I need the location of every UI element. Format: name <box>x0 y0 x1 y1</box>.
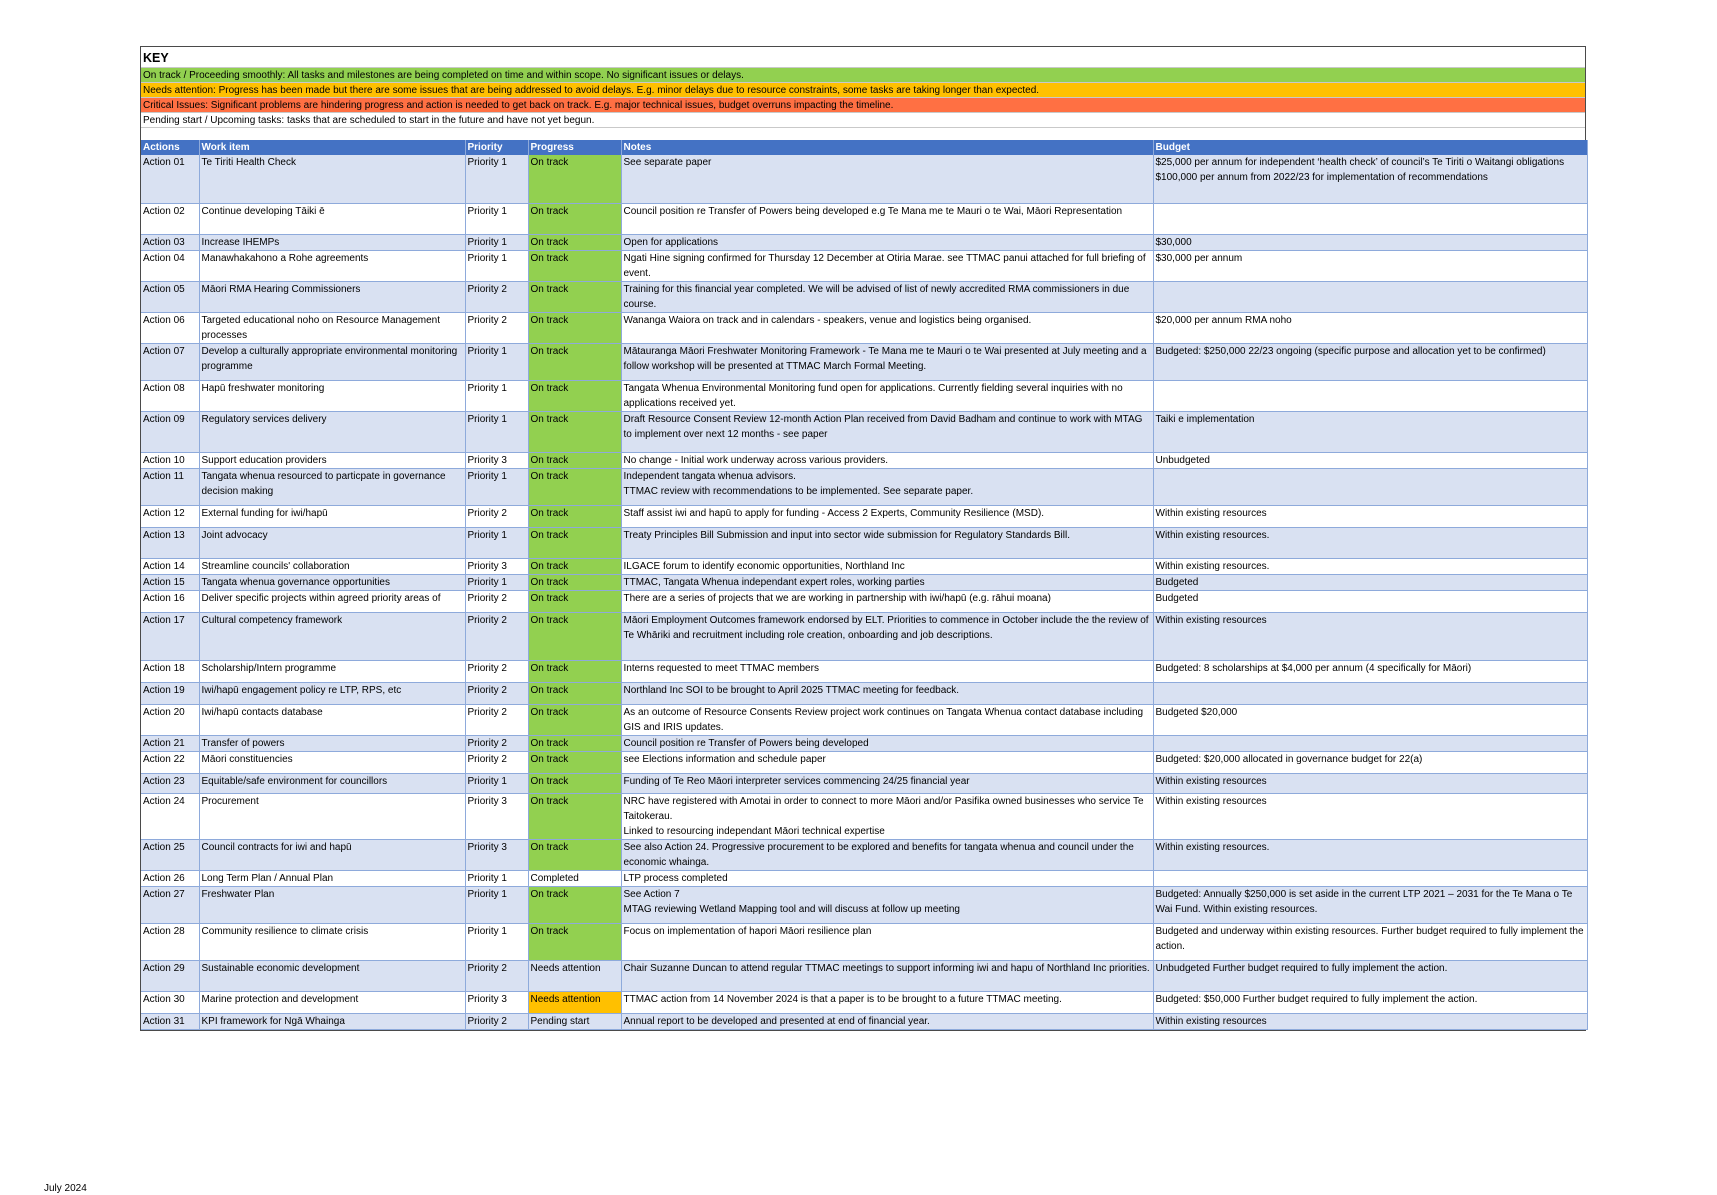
cell-work-item: Transfer of powers <box>199 735 465 751</box>
cell-notes: As an outcome of Resource Consents Review project work continues on Tangata Whenua contact database including GIS and IRIS updates. <box>621 704 1153 735</box>
cell-work-item: Tangata whenua governance opportunities <box>199 574 465 590</box>
cell-priority: Priority 1 <box>465 527 528 558</box>
cell-work-item: Continue developing Tāiki ē <box>199 203 465 234</box>
cell-notes: TTMAC action from 14 November 2024 is that a paper is to be brought to a future TTMAC meeting. <box>621 991 1153 1013</box>
cell-notes: Chair Suzanne Duncan to attend regular TTMAC meetings to support informing iwi and hapu of Northland Inc priorities. <box>621 960 1153 991</box>
key-spacer <box>141 127 1585 140</box>
cell-action: Action 09 <box>141 411 199 452</box>
cell-budget <box>1153 380 1587 411</box>
cell-budget: Budgeted $20,000 <box>1153 704 1587 735</box>
cell-action: Action 02 <box>141 203 199 234</box>
cell-notes: Open for applications <box>621 234 1153 250</box>
cell-action: Action 21 <box>141 735 199 751</box>
cell-progress: On track <box>528 452 621 468</box>
table-row <box>141 751 1587 773</box>
cell-work-item: Iwi/hapū engagement policy re LTP, RPS, etc <box>199 682 465 704</box>
cell-priority: Priority 1 <box>465 380 528 411</box>
cell-notes: See also Action 24. Progressive procurement to be explored and benefits for tangata whenua and council under the economic whainga. <box>621 839 1153 870</box>
cell-action: Action 19 <box>141 682 199 704</box>
cell-work-item: Support education providers <box>199 452 465 468</box>
table-row <box>141 793 1587 839</box>
cell-progress: Pending start <box>528 1013 621 1029</box>
cell-priority: Priority 1 <box>465 468 528 505</box>
cell-work-item: Iwi/hapū contacts database <box>199 704 465 735</box>
cell-notes: Independent tangata whenua advisors. TTMAC review with recommendations to be implemented. See separate paper. <box>621 468 1153 505</box>
cell-progress: Completed <box>528 870 621 886</box>
cell-progress: On track <box>528 704 621 735</box>
table-row <box>141 452 1587 468</box>
cell-budget: Within existing resources. <box>1153 527 1587 558</box>
cell-progress: Needs attention <box>528 960 621 991</box>
cell-work-item: Scholarship/Intern programme <box>199 660 465 682</box>
cell-budget: $20,000 per annum RMA noho <box>1153 312 1587 343</box>
cell-priority: Priority 1 <box>465 155 528 203</box>
cell-priority: Priority 2 <box>465 590 528 612</box>
table-row <box>141 773 1587 793</box>
cell-priority: Priority 2 <box>465 312 528 343</box>
table-row <box>141 203 1587 234</box>
cell-progress: On track <box>528 312 621 343</box>
table-row <box>141 234 1587 250</box>
cell-progress: On track <box>528 612 621 660</box>
cell-priority: Priority 2 <box>465 751 528 773</box>
table-header-row <box>141 140 1587 155</box>
cell-action: Action 20 <box>141 704 199 735</box>
cell-progress: On track <box>528 505 621 527</box>
cell-work-item: Procurement <box>199 793 465 839</box>
cell-budget: Within existing resources <box>1153 505 1587 527</box>
cell-notes: LTP process completed <box>621 870 1153 886</box>
cell-priority: Priority 1 <box>465 203 528 234</box>
cell-budget: Within existing resources <box>1153 1013 1587 1029</box>
cell-work-item: Council contracts for iwi and hapū <box>199 839 465 870</box>
cell-notes: Training for this financial year completed. We will be advised of list of newly accredited RMA commissioners in due course. <box>621 281 1153 312</box>
cell-budget: Budgeted: $250,000 22/23 ongoing (specific purpose and allocation yet to be confirmed) <box>1153 343 1587 380</box>
cell-work-item: Increase IHEMPs <box>199 234 465 250</box>
cell-budget: Within existing resources. <box>1153 839 1587 870</box>
cell-notes: Ngati Hine signing confirmed for Thursday 12 December at Otiria Marae. see TTMAC panui attached for full briefing of event. <box>621 250 1153 281</box>
table-row <box>141 704 1587 735</box>
header-budget: Budget <box>1153 140 1587 155</box>
cell-work-item: Māori constituencies <box>199 751 465 773</box>
cell-notes: Focus on implementation of hapori Māori resilience plan <box>621 923 1153 960</box>
cell-action: Action 11 <box>141 468 199 505</box>
cell-work-item: External funding for iwi/hapū <box>199 505 465 527</box>
cell-progress: On track <box>528 660 621 682</box>
cell-progress: On track <box>528 773 621 793</box>
cell-work-item: Sustainable economic development <box>199 960 465 991</box>
cell-priority: Priority 1 <box>465 886 528 923</box>
cell-progress: On track <box>528 751 621 773</box>
cell-action: Action 25 <box>141 839 199 870</box>
table-row <box>141 870 1587 886</box>
table-row <box>141 527 1587 558</box>
cell-action: Action 10 <box>141 452 199 468</box>
key-pending: Pending start / Upcoming tasks: tasks that are scheduled to start in the future and have not yet begun. <box>141 112 1585 127</box>
cell-action: Action 13 <box>141 527 199 558</box>
cell-notes: There are a series of projects that we are working in partnership with iwi/hapū (e.g. rāhui moana) <box>621 590 1153 612</box>
table-row <box>141 281 1587 312</box>
cell-notes: Draft Resource Consent Review 12-month Action Plan received from David Badham and continue to work with MTAG to implement over next 12 months - see paper <box>621 411 1153 452</box>
cell-budget: $25,000 per annum for independent ‘health check’ of council’s Te Tiriti o Waitangi obligations $100,000 per annum from 2022/23 for implementation of recommendations <box>1153 155 1587 203</box>
cell-work-item: Freshwater Plan <box>199 886 465 923</box>
cell-notes: Māori Employment Outcomes framework endorsed by ELT. Priorities to commence in October include the the review of Te Whāriki and recruitment including role creation, onboarding and job descriptions. <box>621 612 1153 660</box>
table-row <box>141 923 1587 960</box>
cell-priority: Priority 1 <box>465 574 528 590</box>
cell-priority: Priority 3 <box>465 991 528 1013</box>
cell-budget: Budgeted: 8 scholarships at $4,000 per annum (4 specifically for Māori) <box>1153 660 1587 682</box>
cell-priority: Priority 1 <box>465 343 528 380</box>
cell-progress: On track <box>528 343 621 380</box>
cell-action: Action 30 <box>141 991 199 1013</box>
table-row <box>141 960 1587 991</box>
cell-progress: On track <box>528 380 621 411</box>
cell-progress: On track <box>528 468 621 505</box>
cell-budget: $30,000 <box>1153 234 1587 250</box>
table-row <box>141 612 1587 660</box>
cell-work-item: Manawhakahono a Rohe agreements <box>199 250 465 281</box>
cell-work-item: Equitable/safe environment for councillors <box>199 773 465 793</box>
cell-progress: On track <box>528 558 621 574</box>
table-body <box>141 155 1587 1029</box>
cell-budget <box>1153 682 1587 704</box>
table-row <box>141 574 1587 590</box>
cell-action: Action 26 <box>141 870 199 886</box>
cell-progress: On track <box>528 793 621 839</box>
cell-notes: Annual report to be developed and presented at end of financial year. <box>621 1013 1153 1029</box>
table-row <box>141 312 1587 343</box>
cell-notes: Mātauranga Māori Freshwater Monitoring Framework - Te Mana me te Mauri o te Wai presented at July meeting and a follow workshop will be presented at TTMAC March Formal Meeting. <box>621 343 1153 380</box>
cell-action: Action 05 <box>141 281 199 312</box>
cell-priority: Priority 1 <box>465 250 528 281</box>
cell-work-item: Māori RMA Hearing Commissioners <box>199 281 465 312</box>
cell-progress: On track <box>528 155 621 203</box>
cell-progress: On track <box>528 839 621 870</box>
cell-notes: Council position re Transfer of Powers being developed <box>621 735 1153 751</box>
table-row <box>141 991 1587 1013</box>
cell-notes: Interns requested to meet TTMAC members <box>621 660 1153 682</box>
cell-notes: NRC have registered with Amotai in order to connect to more Māori and/or Pasifika owned businesses who service Te Taitokerau. Linked to resourcing independant Māori technical expertise <box>621 793 1153 839</box>
cell-work-item: Tangata whenua resourced to particpate in governance decision making <box>199 468 465 505</box>
cell-work-item: Long Term Plan / Annual Plan <box>199 870 465 886</box>
cell-work-item: Marine protection and development <box>199 991 465 1013</box>
cell-work-item: Deliver specific projects within agreed priority areas of <box>199 590 465 612</box>
cell-action: Action 16 <box>141 590 199 612</box>
table-row <box>141 558 1587 574</box>
table-row <box>141 468 1587 505</box>
cell-budget <box>1153 870 1587 886</box>
cell-progress: On track <box>528 574 621 590</box>
cell-notes: Treaty Principles Bill Submission and input into sector wide submission for Regulatory Standards Bill. <box>621 527 1153 558</box>
table-row <box>141 380 1587 411</box>
cell-action: Action 31 <box>141 1013 199 1029</box>
cell-priority: Priority 3 <box>465 558 528 574</box>
cell-budget <box>1153 281 1587 312</box>
cell-notes: Staff assist iwi and hapū to apply for funding - Access 2 Experts, Community Resilience (MSD). <box>621 505 1153 527</box>
cell-priority: Priority 1 <box>465 923 528 960</box>
action-table <box>141 140 1588 1030</box>
table-row <box>141 660 1587 682</box>
cell-budget: Within existing resources <box>1153 612 1587 660</box>
header-priority: Priority <box>465 140 528 155</box>
cell-progress: On track <box>528 250 621 281</box>
cell-action: Action 04 <box>141 250 199 281</box>
cell-priority: Priority 2 <box>465 960 528 991</box>
cell-budget: Within existing resources. <box>1153 558 1587 574</box>
cell-priority: Priority 2 <box>465 682 528 704</box>
cell-action: Action 24 <box>141 793 199 839</box>
cell-work-item: Develop a culturally appropriate environmental monitoring programme <box>199 343 465 380</box>
cell-budget: Budgeted <box>1153 574 1587 590</box>
cell-action: Action 06 <box>141 312 199 343</box>
cell-budget <box>1153 203 1587 234</box>
cell-priority: Priority 1 <box>465 870 528 886</box>
cell-budget: $30,000 per annum <box>1153 250 1587 281</box>
cell-work-item: Hapū freshwater monitoring <box>199 380 465 411</box>
cell-budget: Taiki e implementation <box>1153 411 1587 452</box>
table-row <box>141 343 1587 380</box>
action-plan-sheet <box>140 46 1586 1031</box>
cell-action: Action 14 <box>141 558 199 574</box>
table-row <box>141 250 1587 281</box>
cell-priority: Priority 1 <box>465 234 528 250</box>
cell-priority: Priority 2 <box>465 660 528 682</box>
cell-budget: Within existing resources <box>1153 793 1587 839</box>
cell-progress: On track <box>528 234 621 250</box>
cell-action: Action 15 <box>141 574 199 590</box>
cell-work-item: Joint advocacy <box>199 527 465 558</box>
cell-work-item: Cultural competency framework <box>199 612 465 660</box>
table-row <box>141 886 1587 923</box>
cell-notes: See separate paper <box>621 155 1153 203</box>
cell-progress: On track <box>528 281 621 312</box>
cell-budget: Budgeted: $20,000 allocated in governance budget for 22(a) <box>1153 751 1587 773</box>
cell-action: Action 23 <box>141 773 199 793</box>
table-row <box>141 682 1587 704</box>
table-row <box>141 590 1587 612</box>
cell-priority: Priority 3 <box>465 839 528 870</box>
cell-progress: On track <box>528 682 621 704</box>
header-work-item: Work item <box>199 140 465 155</box>
cell-action: Action 22 <box>141 751 199 773</box>
cell-budget: Budgeted: Annually $250,000 is set aside in the current LTP 2021 – 2031 for the Te Mana o Te Wai Fund. Within existing resources. <box>1153 886 1587 923</box>
table-row <box>141 839 1587 870</box>
table-row <box>141 1013 1587 1029</box>
cell-priority: Priority 2 <box>465 704 528 735</box>
cell-budget: Unbudgeted Further budget required to fully implement the action. <box>1153 960 1587 991</box>
cell-budget <box>1153 468 1587 505</box>
cell-priority: Priority 2 <box>465 735 528 751</box>
cell-action: Action 29 <box>141 960 199 991</box>
cell-priority: Priority 3 <box>465 793 528 839</box>
table-row <box>141 411 1587 452</box>
cell-progress: On track <box>528 411 621 452</box>
cell-notes: Wananga Waiora on track and in calendars - speakers, venue and logistics being organised. <box>621 312 1153 343</box>
cell-budget: Unbudgeted <box>1153 452 1587 468</box>
cell-work-item: KPI framework for Ngā Whainga <box>199 1013 465 1029</box>
cell-notes: TTMAC, Tangata Whenua independant expert roles, working parties <box>621 574 1153 590</box>
cell-notes: Council position re Transfer of Powers being developed e.g Te Mana me te Mauri o te Wai, Māori Representation <box>621 203 1153 234</box>
cell-notes: ILGACE forum to identify economic opportunities, Northland Inc <box>621 558 1153 574</box>
cell-action: Action 28 <box>141 923 199 960</box>
cell-action: Action 08 <box>141 380 199 411</box>
cell-notes: No change - Initial work underway across various providers. <box>621 452 1153 468</box>
cell-priority: Priority 2 <box>465 1013 528 1029</box>
cell-priority: Priority 2 <box>465 612 528 660</box>
cell-progress: Needs attention <box>528 991 621 1013</box>
key-critical: Critical Issues: Significant problems are hindering progress and action is needed to get back on track. E.g. major technical issues, budget overruns impacting the timeline. <box>141 97 1585 112</box>
cell-notes: Funding of Te Reo Māori interpreter services commencing 24/25 financial year <box>621 773 1153 793</box>
cell-progress: On track <box>528 886 621 923</box>
cell-work-item: Regulatory services delivery <box>199 411 465 452</box>
table-row <box>141 155 1587 203</box>
cell-work-item: Community resilience to climate crisis <box>199 923 465 960</box>
key-title: KEY <box>143 51 169 65</box>
cell-priority: Priority 1 <box>465 411 528 452</box>
cell-budget: Within existing resources <box>1153 773 1587 793</box>
table-row <box>141 505 1587 527</box>
cell-priority: Priority 1 <box>465 773 528 793</box>
cell-progress: On track <box>528 527 621 558</box>
cell-priority: Priority 2 <box>465 505 528 527</box>
cell-budget: Budgeted <box>1153 590 1587 612</box>
table-row <box>141 735 1587 751</box>
cell-action: Action 03 <box>141 234 199 250</box>
cell-priority: Priority 3 <box>465 452 528 468</box>
cell-progress: On track <box>528 590 621 612</box>
cell-notes: Tangata Whenua Environmental Monitoring fund open for applications. Currently fielding several inquiries with no applications received yet. <box>621 380 1153 411</box>
cell-action: Action 12 <box>141 505 199 527</box>
header-progress: Progress <box>528 140 621 155</box>
cell-progress: On track <box>528 735 621 751</box>
cell-action: Action 07 <box>141 343 199 380</box>
cell-action: Action 17 <box>141 612 199 660</box>
header-actions: Actions <box>141 140 199 155</box>
cell-notes: See Action 7 MTAG reviewing Wetland Mapping tool and will discuss at follow up meeting <box>621 886 1153 923</box>
cell-budget: Budgeted: $50,000 Further budget required to fully implement the action. <box>1153 991 1587 1013</box>
cell-budget <box>1153 735 1587 751</box>
key-needs-attention: Needs attention: Progress has been made but there are some issues that are being addressed to avoid delays. E.g. minor delays due to resource constraints, some tasks are taking longer than expected. <box>141 82 1585 97</box>
cell-progress: On track <box>528 923 621 960</box>
cell-notes: Northland Inc SOI to be brought to April 2025 TTMAC meeting for feedback. <box>621 682 1153 704</box>
cell-work-item: Targeted educational noho on Resource Management processes <box>199 312 465 343</box>
cell-progress: On track <box>528 203 621 234</box>
header-notes: Notes <box>621 140 1153 155</box>
cell-action: Action 27 <box>141 886 199 923</box>
cell-budget: Budgeted and underway within existing resources. Further budget required to fully implement the action. <box>1153 923 1587 960</box>
cell-notes: see Elections information and schedule paper <box>621 751 1153 773</box>
cell-work-item: Streamline councils' collaboration <box>199 558 465 574</box>
cell-action: Action 01 <box>141 155 199 203</box>
cell-priority: Priority 2 <box>465 281 528 312</box>
key-on-track: On track / Proceeding smoothly: All tasks and milestones are being completed on time and within scope. No significant issues or delays. <box>141 67 1585 82</box>
cell-work-item: Te Tiriti Health Check <box>199 155 465 203</box>
footer-date: July 2024 <box>44 1183 87 1194</box>
cell-action: Action 18 <box>141 660 199 682</box>
